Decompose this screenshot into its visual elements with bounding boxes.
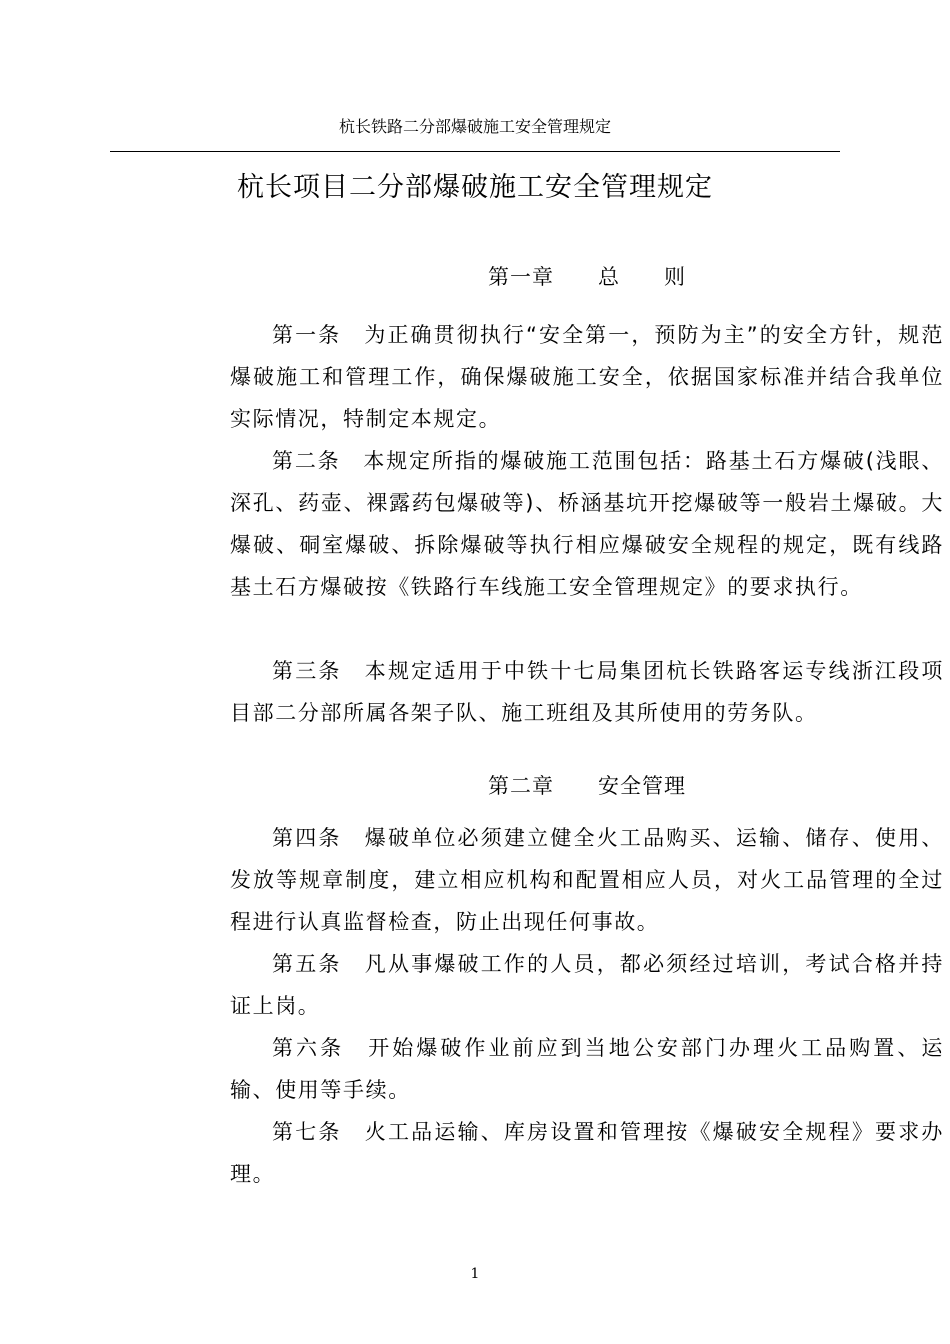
article-paragraph — [230, 650, 944, 734]
article-text: 本规定适用于中铁十七局集团杭长铁路客运专线浙江段项目部二分部所属各架子队、施工班组及其所使用的劳务队。 — [230, 659, 944, 725]
running-header: 杭长铁路二分部爆破施工安全管理规定 — [338, 117, 611, 136]
article-number: 第四条 — [272, 826, 342, 850]
article-text: 凡从事爆破工作的人员，都必须经过培训，考试合格并持证上岗。 — [230, 952, 944, 1018]
article-paragraph — [230, 817, 944, 943]
document-title: 杭长项目二分部爆破施工安全管理规定 — [237, 172, 713, 203]
article-number: 第一条 — [272, 323, 342, 347]
page-number: 1 — [470, 1266, 480, 1282]
article-paragraph — [230, 943, 944, 1027]
article-number: 第三条 — [272, 659, 342, 683]
article-text: 爆破单位必须建立健全火工品购买、运输、储存、使用、发放等规章制度，建立相应机构和配置相应人员，对火工品管理的全过程进行认真监督检查，防止出现任何事故。 — [230, 826, 944, 934]
article-paragraph — [230, 314, 944, 440]
article-text: 本规定所指的爆破施工范围包括：路基土石方爆破(浅眼、深孔、药壶、裸露药包爆破等)、桥涵基坑开挖爆破等一般岩土爆破。大爆破、硐室爆破、拆除爆破等执行相应爆破安全规程的规定，既有线路基土石方爆破按《铁路行车线施工安全管理规定》的要求执行。 — [230, 449, 944, 599]
article-text: 火工品运输、库房设置和管理按《爆破安全规程》要求办理。 — [230, 1120, 944, 1186]
article-number: 第二条 — [272, 449, 341, 473]
header-divider — [110, 151, 840, 152]
article-text: 开始爆破作业前应到当地公安部门办理火工品购置、运输、使用等手续。 — [230, 1036, 944, 1102]
article-number: 第五条 — [272, 952, 342, 976]
article-paragraph — [230, 1111, 944, 1195]
article-number: 第七条 — [272, 1120, 342, 1144]
article-text: 为正确贯彻执行“安全第一，预防为主”的安全方针，规范爆破施工和管理工作，确保爆破施工安全，依据国家标准并结合我单位实际情况，特制定本规定。 — [230, 323, 944, 431]
chapter-heading: 第一章 总 则 — [488, 265, 686, 289]
article-number: 第六条 — [272, 1036, 345, 1060]
article-paragraph — [230, 1027, 944, 1111]
article-paragraph — [230, 440, 944, 608]
chapter-heading: 第二章 安全管理 — [488, 774, 686, 798]
